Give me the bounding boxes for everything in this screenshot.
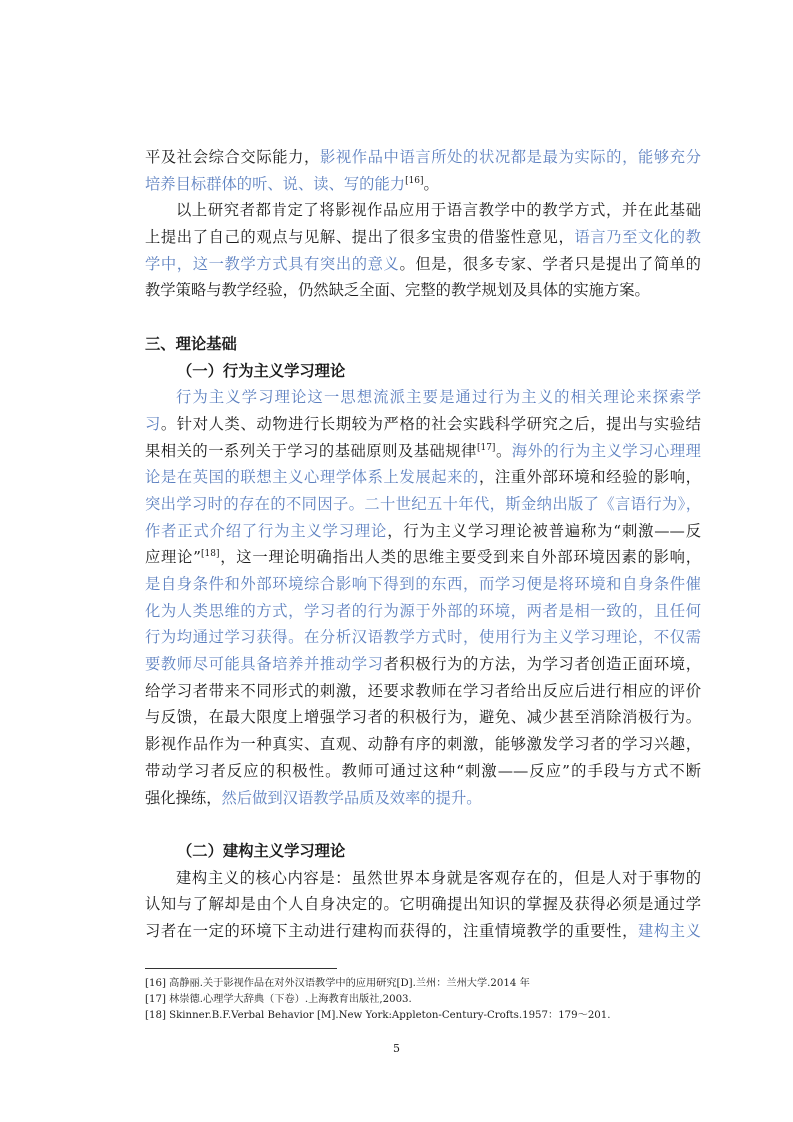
text-line (145, 384, 701, 411)
text-run: 影视作品作为一种真实、直观、动静有序的刺激，能够激发学习者的学习兴趣， (145, 735, 701, 754)
text-run: 认知与了解却是由个人自身决定的。它明确提出知识的掌握及获得必须是通过学 (145, 895, 701, 914)
highlighted-text: 然后做到汉语教学品质及效率的提升。 (221, 788, 482, 807)
highlighted-text: 而学习便是将环境和自身条件催 (478, 575, 701, 593)
text-run: 强化操练， (145, 788, 222, 807)
text-line (145, 598, 701, 625)
highlighted-text: 语言乃至文化的教 (574, 228, 701, 247)
highlighted-text: 行为均通过学习获得。在分析汉语教学方式时，使用行为主义学习理论，不仅需 (145, 628, 701, 647)
text-line (145, 197, 701, 224)
text-run: 与反馈，在最大限度上增强学习者的积极行为，避免、减少甚至消除消极行为。 (145, 708, 701, 727)
text-line (145, 891, 701, 918)
body-text (145, 144, 701, 945)
highlighted-text: 化为人类思维的方式，学习者的行为源于外部的环境，两者是相一致的，且任何 (145, 601, 701, 620)
text-run: 平及社会综合交际能力， (145, 148, 320, 166)
highlighted-text: 海外的行为主义学习心理理 (511, 441, 701, 460)
highlighted-text: 行为主义学习理论这一思想流派主要是通过行为主义的相关理论来探索学 (176, 388, 701, 407)
text-line (145, 651, 701, 678)
text-line (145, 731, 701, 758)
text-run: 建构主义的核心内容是：虽然世界本身就是客观存在的，但是人对于事物的 (176, 868, 701, 887)
highlighted-text: 要教师尽可能具备培养并推动学习 (145, 655, 384, 674)
footnotes (145, 968, 701, 1025)
text-run: 。 (423, 174, 439, 193)
text-run: ，注重外部环境和经验的影响， (478, 468, 701, 487)
text-line (145, 571, 701, 598)
text-line (145, 277, 701, 304)
text-line (145, 865, 701, 892)
text-run: 上提出了自己的观点与见解、提出了很多宝贵的借鉴性意见， (145, 228, 575, 247)
text-run: 给学习者带来不同形式的刺激，还要求教师在学习者给出反应后进行相应的评价 (145, 681, 701, 700)
text-line (145, 224, 701, 251)
text-run: ，这一理论明确指出人类的思维主要受到来自外部环境因素的影响， (219, 548, 701, 567)
text-line (145, 678, 701, 705)
text-run: 。但是，很多专家、学者只是提出了简单的 (399, 254, 701, 273)
footnote: [18] Skinner.B.F.Verbal Behavior [M].New York:Appleton-Century-Crofts.1957：179～201. (145, 1010, 611, 1022)
footnote: [16] 高静丽.关于影视作品在对外汉语教学中的应用研究[D].兰州：兰州大学.2014 年 (145, 978, 530, 989)
citation-ref: [17] (476, 442, 496, 453)
citation-ref: [18] (200, 549, 220, 560)
text-line (145, 491, 701, 518)
text-run: ，行为主义学习理论被普遍称为“刺激——反 (387, 521, 701, 540)
citation-ref: [16] (405, 175, 424, 186)
text-line (145, 464, 701, 491)
text-line (145, 704, 701, 731)
text-line (145, 171, 701, 198)
text-run: 。针对人类、动物进行长期较为严格的社会实践科学研究之后，提出与实验结 (160, 414, 701, 433)
text-run: 。 (495, 441, 512, 460)
text-run: 习者在一定的环境下主动进行建构而获得的，注重情境教学的重要性， (145, 921, 638, 940)
text-line (145, 251, 701, 278)
highlighted-text: 学中，这一教学方式具有突出的意义 (145, 254, 400, 273)
highlighted-text: 培养目标群体的听、说、读、写的能力 (145, 174, 406, 193)
text-line (145, 918, 701, 945)
highlighted-text: 建构主义 (637, 921, 701, 940)
text-line (145, 624, 701, 651)
highlighted-text: 影视作品中语言所处的状况都是最为实际的，能够充分 (319, 148, 701, 166)
highlighted-text: 论是在英国的联想主义心理学体系上发展起来的 (145, 468, 479, 487)
highlighted-text: 突出学习时的存在的不同因子。二十世纪五十年代，斯金纳出版了《言语行为》， (145, 494, 701, 513)
text-line (145, 758, 701, 785)
highlighted-text: 作者正式介绍了行为主义学习理论 (145, 521, 388, 540)
text-run: 者积极行为的方法，为学习者创造正面环境， (383, 655, 701, 674)
footnote-divider (145, 968, 337, 969)
highlighted-text: 习 (145, 414, 161, 433)
highlighted-text: 是自身条件和外部环境综合影响下得到的东西， (145, 575, 479, 593)
text-run: 以上研究者都肯定了将影视作品应用于语言教学中的教学方式，并在此基础 (176, 201, 701, 220)
text-line (145, 144, 701, 171)
text-line (145, 411, 701, 438)
section-heading: 三、理论基础 (145, 334, 237, 353)
text-run: 应理论” (145, 548, 201, 567)
text-run: 教学策略与教学经验，仍然缺乏全面、完整的教学规划及具体的实施方案。 (145, 281, 650, 300)
text-line (145, 518, 701, 545)
text-line (145, 785, 701, 812)
text-line (145, 438, 701, 465)
subsection-heading: （一）行为主义学习理论 (177, 361, 346, 380)
text-run: 果相关的一系列关于学习的基础原则及基础规律 (145, 441, 477, 460)
footnote: [17] 林崇德.心理学大辞典（下卷）.上海教育出版社,2003. (145, 994, 412, 1006)
text-run: 带动学习者反应的积极性。教师可通过这种“刺激——反应”的手段与方式不断 (145, 761, 701, 780)
page-number: 5 (393, 1042, 400, 1055)
subsection-heading: （二）建构主义学习理论 (177, 841, 346, 860)
text-line (145, 544, 701, 571)
